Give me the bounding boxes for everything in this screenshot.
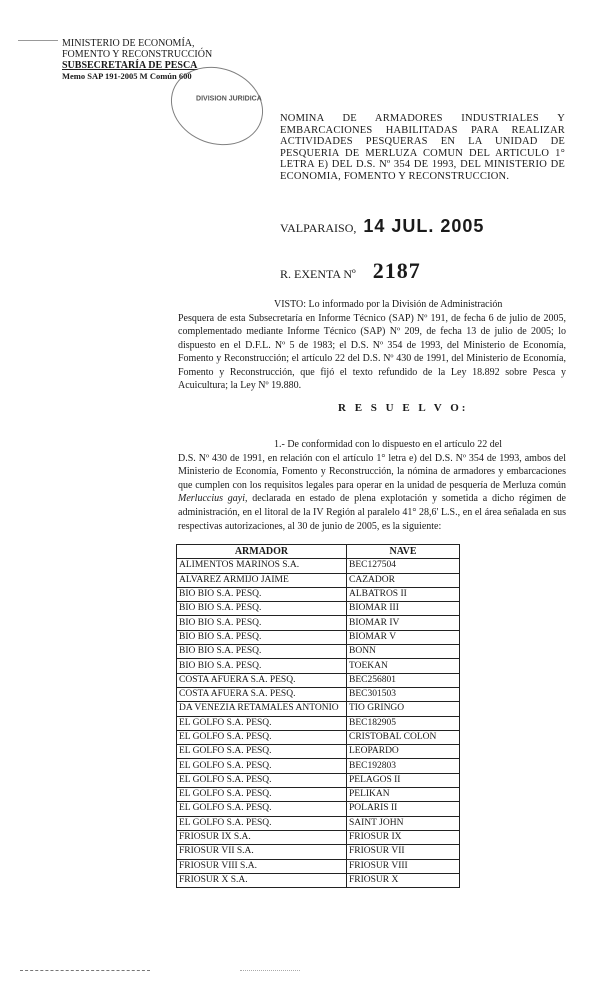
article-1-body [178,452,566,534]
cell-nave: SAINT JOHN [347,816,460,830]
cell-armador: EL GOLFO S.A. PESQ. [177,745,347,759]
cell-armador: EL GOLFO S.A. PESQ. [177,759,347,773]
cell-nave: BIOMAR V [347,630,460,644]
cell-nave: BEC301503 [347,687,460,701]
cell-armador: EL GOLFO S.A. PESQ. [177,773,347,787]
visto-lead: VISTO: Lo informado por la División de Administración [274,299,503,310]
cell-nave: FRIOSUR X [347,873,460,887]
cell-armador: EL GOLFO S.A. PESQ. [177,816,347,830]
cell-nave: FRIOSUR VIII [347,859,460,873]
table-row [177,873,460,887]
visto-section [178,298,566,393]
article-1 [178,438,566,533]
cell-nave: BEC127504 [347,559,460,573]
letterhead-ministry: MINISTERIO DE ECONOMÍA, [62,38,195,49]
cell-armador: COSTA AFUERA S.A. PESQ. [177,687,347,701]
exenta-number: 2187 [372,258,421,283]
cell-nave: FRIOSUR IX [347,830,460,844]
resolution-number [280,258,421,284]
cell-nave: BONN [347,645,460,659]
table-row [177,745,460,759]
cell-armador: BIO BIO S.A. PESQ. [177,645,347,659]
table-row [177,788,460,802]
table-row [177,802,460,816]
species-name: Merluccius gayi [178,493,245,505]
cell-armador: FRIOSUR VIII S.A. [177,859,347,873]
letterhead-subsecretaria: SUBSECRETARÍA DE PESCA [62,60,198,71]
table-row [177,859,460,873]
table-row [177,830,460,844]
cell-armador: BIO BIO S.A. PESQ. [177,659,347,673]
table-row [177,759,460,773]
table-row [177,687,460,701]
table-header-row [177,545,460,559]
bottom-dots [240,970,300,971]
cell-nave: BIOMAR IV [347,616,460,630]
article-1-body-part2: , declarada en estado de plena explotación y sometida a dicho régimen de administración, en el litoral de la IV Región al paralelo 41° 28,6' L.S., en el área señalada en sus respectivas autorizaciones, al 30 de junio de 2005, es la siguiente: [178,493,566,532]
date-stamp: 14 JUL. 2005 [363,216,485,236]
table-row [177,773,460,787]
cell-nave: BEC192803 [347,759,460,773]
table-row [177,730,460,744]
table-row [177,559,460,573]
memo-reference: Memo SAP 191-2005 M Común 600 [62,71,192,81]
place-date [280,216,484,237]
cell-armador: EL GOLFO S.A. PESQ. [177,730,347,744]
table-row [177,645,460,659]
table-row [177,573,460,587]
cell-nave: FRIOSUR VII [347,845,460,859]
cell-nave: BEC256801 [347,673,460,687]
cell-nave: BEC182905 [347,716,460,730]
cell-armador: BIO BIO S.A. PESQ. [177,616,347,630]
table-row [177,845,460,859]
cell-armador: ALVAREZ ARMIJO JAIME [177,573,347,587]
bottom-dash [20,970,150,971]
article-1-lead: 1.- De conformidad con lo dispuesto en el artículo 22 del [274,439,502,450]
table-row [177,816,460,830]
table-row [177,602,460,616]
stamp-text: DIVISION JURIDICA [196,95,262,103]
table-row [177,659,460,673]
table-row [177,716,460,730]
cell-armador: EL GOLFO S.A. PESQ. [177,716,347,730]
exenta-label: R. EXENTA Nº [280,267,356,281]
table-row [177,616,460,630]
cell-nave: PELIKAN [347,788,460,802]
top-left-dash [18,40,58,41]
cell-nave: ALBATROS II [347,587,460,601]
document-title: NOMINA DE ARMADORES INDUSTRIALES Y EMBARCACIONES HABILITADAS PARA REALIZAR ACTIVIDADES PESQUERAS EN LA UNIDAD DE PESQUERIA DE MERLUZA COMUN DEL ARTICULO 1° LETRA E) DEL D.S. Nº 354 DE 1993, DEL MINISTERIO DE ECONOMIA, FOMENTO Y RECONSTRUCCION. [280,113,565,182]
cell-armador: BIO BIO S.A. PESQ. [177,602,347,616]
cell-armador: BIO BIO S.A. PESQ. [177,630,347,644]
cell-nave: TOEKAN [347,659,460,673]
cell-nave: BIOMAR III [347,602,460,616]
table-row [177,702,460,716]
cell-armador: FRIOSUR X S.A. [177,873,347,887]
article-1-body-part1: D.S. Nº 430 de 1991, en relación con el artículo 1° letra e) del D.S. Nº 354 de 1993, ambos del Ministerio de Economía, Fomento y Reconstrucción, la nómina de armadores y embarcaciones que cumplen con los requisitos legales para operar en la unidad de pesquería de Merluza común [178,452,566,491]
header-nave: NAVE [347,545,460,559]
cell-armador: COSTA AFUERA S.A. PESQ. [177,673,347,687]
cell-nave: TIO GRINGO [347,702,460,716]
table-row [177,630,460,644]
header-armador: ARMADOR [177,545,347,559]
cell-nave: PELAGOS II [347,773,460,787]
resuelvo-heading: R E S U E L V O: [338,402,469,414]
visto-body: Pesquera de esta Subsecretaría en Informe Técnico (SAP) Nº 191, de fecha 6 de julio de 2005, complementado mediante Informe Técnico (SAP) Nº 209, de fecha 13 de julio de 2005; lo dispuesto en el D.F.L. Nº 5 de 1983; el D.S. Nº 354 de 1993, del Ministerio de Economía, Fomento y Reconstrucción; el artículo 22 del D.S. Nº 430 de 1991, del Ministerio de Economía, Fomento y Reconstrucción, que fijó el texto refundido de la Ley 18.892 sobre Pesca y Acuicultura; la Ley Nº 19.880. [178,312,566,391]
armadores-table [176,544,460,888]
cell-armador: EL GOLFO S.A. PESQ. [177,802,347,816]
table-row [177,673,460,687]
cell-armador: FRIOSUR IX S.A. [177,830,347,844]
cell-armador: BIO BIO S.A. PESQ. [177,587,347,601]
cell-nave: LEOPARDO [347,745,460,759]
cell-armador: ALIMENTOS MARINOS S.A. [177,559,347,573]
table-row [177,587,460,601]
cell-armador: EL GOLFO S.A. PESQ. [177,788,347,802]
cell-nave: CRISTOBAL COLON [347,730,460,744]
cell-nave: CAZADOR [347,573,460,587]
place-city: VALPARAISO, [280,221,357,235]
table-body [177,559,460,888]
cell-nave: POLARIS II [347,802,460,816]
letterhead-ministry-cont: FOMENTO Y RECONSTRUCCIÓN [62,49,213,60]
cell-armador: DA VENEZIA RETAMALES ANTONIO [177,702,347,716]
cell-armador: FRIOSUR VII S.A. [177,845,347,859]
